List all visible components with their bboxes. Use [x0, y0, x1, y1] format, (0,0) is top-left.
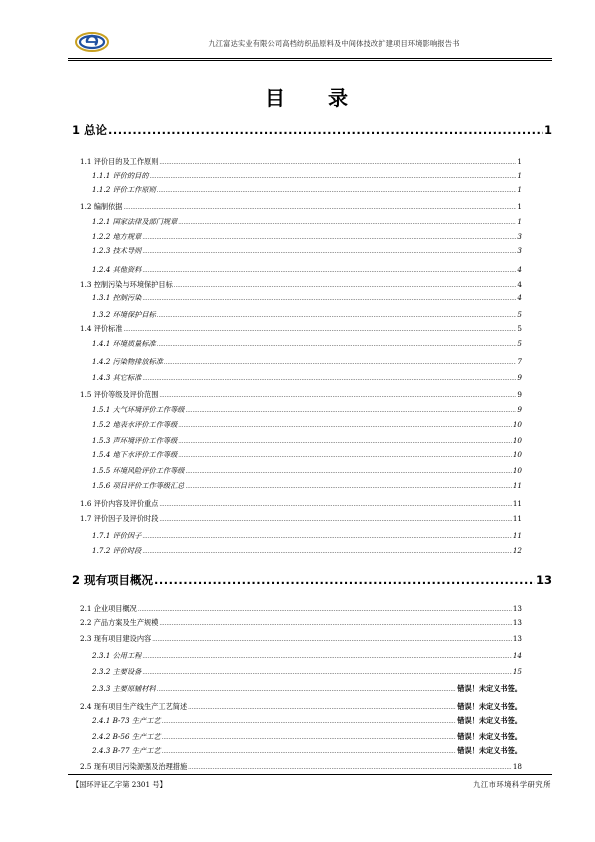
- toc-entry-title: 1.2.3 技术导则: [92, 246, 142, 255]
- toc-entry-title: 1.4.2 污染物排放标准: [92, 357, 163, 366]
- toc-leader-dots: [178, 420, 512, 429]
- toc-entry-page: 12: [512, 546, 522, 555]
- toc-leader-dots: [159, 618, 511, 627]
- toc-entry-page: 10: [512, 466, 522, 475]
- toc-leader-dots: [159, 514, 511, 523]
- toc-entry-title: 1.5.6 项目评价工作等级汇总: [92, 481, 185, 490]
- toc-entry-title: 1.2 编制依据: [80, 202, 123, 211]
- toc-entry-title: 2 现有项目概况: [72, 573, 154, 587]
- toc-title: 目 录: [265, 86, 366, 110]
- toc-entry-title: 2.3.2 主要设备: [92, 667, 142, 676]
- toc-entry-title: 1.7.1 评价因子: [92, 531, 142, 540]
- toc-entry-title: 1.4 评价标准: [80, 324, 123, 333]
- toc-entry[interactable]: [80, 280, 522, 290]
- toc-entry[interactable]: [72, 572, 552, 588]
- toc-entry-page: 错误！未定义书签。: [457, 684, 522, 693]
- toc-entry[interactable]: [80, 604, 522, 614]
- toc-entry[interactable]: [92, 420, 522, 430]
- toc-entry-title: 1.5.5 环境风险评价工作等级: [92, 466, 185, 475]
- toc-leader-dots: [162, 732, 457, 741]
- toc-entry-page: 3: [517, 232, 522, 241]
- footer-certificate: 【国环评证乙字第 2301 号】: [72, 780, 167, 789]
- toc-entry[interactable]: [80, 514, 522, 524]
- toc-entry-title: 1.6 评价内容及评价重点: [80, 499, 159, 508]
- toc-leader-dots: [157, 684, 457, 693]
- toc-entry-page: 13: [512, 618, 522, 627]
- toc-entry-title: 1.3 控制污染与环境保护目标: [80, 280, 173, 289]
- toc-leader-dots: [150, 171, 517, 180]
- toc-entry[interactable]: [92, 732, 522, 742]
- toc-entry-title: 2.4 现有项目生产线生产工艺简述: [80, 702, 188, 711]
- toc-entry-page: 18: [512, 762, 522, 771]
- toc-entry[interactable]: [80, 157, 522, 167]
- toc-leader-dots: [157, 339, 517, 348]
- toc-entry-title: 1.7.2 评价时段: [92, 546, 142, 555]
- toc-entry-title: 2.2 产品方案及生产规模: [80, 618, 159, 627]
- toc-entry[interactable]: [92, 405, 522, 415]
- toc-entry-page: 9: [517, 405, 522, 414]
- toc-entry[interactable]: [92, 667, 522, 677]
- toc-entry-title: 2.5 现有项目污染源强及治理措施: [80, 762, 188, 771]
- toc-entry-page: 5: [517, 324, 522, 333]
- toc-entry-title: 1.5.2 地表水评价工作等级: [92, 420, 178, 429]
- toc-entry-page: 10: [512, 450, 522, 459]
- toc-entry[interactable]: [92, 481, 522, 491]
- toc-entry-title: 2.4.2 B-56 生产工艺: [92, 732, 161, 741]
- toc-entry-page: 15: [512, 667, 522, 676]
- toc-entry[interactable]: [80, 390, 522, 400]
- toc-leader-dots: [178, 450, 512, 459]
- toc-entry-page: 错误！未定义书签。: [457, 716, 522, 725]
- toc-entry-page: 11: [512, 514, 522, 523]
- toc-entry-title: 1.2.4 其他资料: [92, 265, 142, 274]
- toc-entry-title: 1.7 评价因子及评价时段: [80, 514, 159, 523]
- toc-entry-page: 11: [512, 499, 522, 508]
- toc-entry-page: 7: [517, 357, 522, 366]
- toc-entry-page: 1: [517, 171, 522, 180]
- toc-entry-title: 1.4.3 其它标准: [92, 373, 142, 382]
- company-logo-icon: [74, 28, 110, 56]
- toc-entry[interactable]: [92, 651, 522, 661]
- toc-leader-dots: [142, 667, 512, 676]
- toc-leader-dots: [162, 746, 457, 755]
- toc-entry-page: 9: [517, 373, 522, 382]
- toc-entry-title: 1.2.2 地方规章: [92, 232, 142, 241]
- toc-leader-dots: [108, 123, 543, 137]
- toc-entry-page: 9: [517, 390, 522, 399]
- toc-leader-dots: [142, 265, 516, 274]
- header-divider-thin: [68, 60, 552, 61]
- toc-entry[interactable]: [92, 546, 522, 556]
- toc-entry-title: 1.1.1 评价的目的: [92, 171, 149, 180]
- toc-entry[interactable]: [92, 450, 522, 460]
- toc-entry-title: 2.3.1 公用工程: [92, 651, 142, 660]
- toc-entry[interactable]: [80, 324, 522, 334]
- toc-leader-dots: [185, 466, 511, 475]
- toc-entry-title: 1.5 评价等级及评价范围: [80, 390, 159, 399]
- toc-entry-page: 1: [517, 202, 522, 211]
- toc-entry[interactable]: [92, 293, 522, 303]
- toc-leader-dots: [157, 310, 517, 319]
- toc-entry-page: 1: [543, 123, 552, 137]
- toc-entry[interactable]: [80, 634, 522, 644]
- toc-entry[interactable]: [92, 746, 522, 756]
- toc-leader-dots: [178, 436, 512, 445]
- toc-entry[interactable]: [92, 232, 522, 242]
- toc-leader-dots: [188, 762, 512, 771]
- toc-entry-page: 13: [535, 573, 552, 587]
- toc-entry-title: 2.4.1 B-73 生产工艺: [92, 716, 161, 725]
- toc-leader-dots: [157, 185, 517, 194]
- toc-entry-page: 1: [517, 217, 522, 226]
- toc-entry-title: 1.3.1 控制污染: [92, 293, 142, 302]
- toc-leader-dots: [138, 604, 512, 613]
- toc-entry-title: 2.4.3 B-77 生产工艺: [92, 746, 161, 755]
- toc-leader-dots: [162, 716, 457, 725]
- toc-entry-title: 1.3.2 环境保护目标: [92, 310, 156, 319]
- toc-leader-dots: [164, 357, 517, 366]
- toc-entry[interactable]: [92, 310, 522, 320]
- header-divider: [68, 58, 552, 59]
- toc-entry-title: 1.5.3 声环境评价工作等级: [92, 436, 178, 445]
- toc-leader-dots: [142, 531, 512, 540]
- toc-leader-dots: [142, 651, 512, 660]
- toc-entry[interactable]: [80, 762, 522, 772]
- toc-entry[interactable]: [92, 684, 522, 694]
- toc-entry-page: 4: [517, 280, 522, 289]
- toc-entry-page: 10: [512, 436, 522, 445]
- toc-leader-dots: [185, 481, 511, 490]
- toc-leader-dots: [142, 232, 516, 241]
- footer-divider: [68, 774, 552, 775]
- toc-entry[interactable]: [92, 531, 522, 541]
- toc-entry-title: 1.5.4 地下水评价工作等级: [92, 450, 178, 459]
- toc-leader-dots: [159, 499, 511, 508]
- toc-entry-page: 错误！未定义书签。: [457, 746, 522, 755]
- toc-entry-page: 错误！未定义书签。: [457, 732, 522, 741]
- toc-leader-dots: [142, 546, 512, 555]
- toc-entry-title: 1 总论: [72, 123, 108, 137]
- toc-entry-title: 1.4.1 环境质量标准: [92, 339, 156, 348]
- toc-entry[interactable]: [92, 185, 522, 195]
- toc-leader-dots: [123, 202, 516, 211]
- toc-leader-dots: [142, 373, 516, 382]
- toc-entry[interactable]: [92, 246, 522, 256]
- toc-entry[interactable]: [92, 436, 522, 446]
- toc-entry[interactable]: [80, 618, 522, 628]
- toc-entry-page: 11: [512, 481, 522, 490]
- toc-entry-page: 11: [512, 531, 522, 540]
- footer-institute: 九江市环境科学研究所: [473, 780, 551, 789]
- toc-entry-title: 2.3.3 主要原辅材料: [92, 684, 156, 693]
- toc-entry[interactable]: [92, 171, 522, 181]
- toc-leader-dots: [159, 390, 516, 399]
- toc-entry[interactable]: [80, 202, 522, 212]
- toc-entry-page: 14: [512, 651, 522, 660]
- toc-leader-dots: [142, 246, 516, 255]
- toc-entry-title: 2.3 现有项目建设内容: [80, 634, 152, 643]
- toc-leader-dots: [174, 280, 517, 289]
- toc-entry-title: 1.5.1 大气环境评价工作等级: [92, 405, 185, 414]
- toc-entry[interactable]: [92, 357, 522, 367]
- toc-entry-page: 13: [512, 634, 522, 643]
- toc-leader-dots: [152, 634, 512, 643]
- toc-entry-page: 3: [517, 246, 522, 255]
- page-header: [68, 20, 552, 60]
- toc-entry-page: 1: [517, 157, 522, 166]
- toc-entry[interactable]: [92, 339, 522, 349]
- toc-leader-dots: [185, 405, 516, 414]
- toc-entry-page: 5: [517, 310, 522, 319]
- toc-leader-dots: [142, 293, 516, 302]
- toc-entry-page: 5: [517, 339, 522, 348]
- toc-entry[interactable]: [92, 466, 522, 476]
- toc-entry[interactable]: [92, 265, 522, 275]
- toc-leader-dots: [123, 324, 516, 333]
- toc-entry[interactable]: [92, 373, 522, 383]
- toc-entry-page: 4: [517, 293, 522, 302]
- toc-entry[interactable]: [92, 716, 522, 726]
- toc-entry-title: 1.2.1 国家法律及部门规章: [92, 217, 178, 226]
- toc-entry[interactable]: [92, 217, 522, 227]
- toc-entry-title: 2.1 企业项目概况: [80, 604, 137, 613]
- toc-leader-dots: [178, 217, 516, 226]
- toc-leader-dots: [154, 573, 535, 587]
- toc-entry-page: 错误！未定义书签。: [457, 702, 522, 711]
- toc-entry[interactable]: [80, 499, 522, 509]
- toc-leader-dots: [159, 157, 516, 166]
- toc-entry-page: 10: [512, 420, 522, 429]
- toc-leader-dots: [188, 702, 456, 711]
- toc-entry-title: 1.1.2 评价工作原则: [92, 185, 156, 194]
- toc-entry[interactable]: [72, 122, 552, 138]
- toc-entry-page: 1: [517, 185, 522, 194]
- document-header-title: 九江富达实业有限公司高档纺织品原料及中间体技改扩建项目环境影响报告书: [208, 39, 460, 48]
- toc-entry-page: 13: [512, 604, 522, 613]
- toc-entry-page: 4: [517, 265, 522, 274]
- toc-entry[interactable]: [80, 702, 522, 712]
- toc-entry-title: 1.1 评价目的及工作原则: [80, 157, 159, 166]
